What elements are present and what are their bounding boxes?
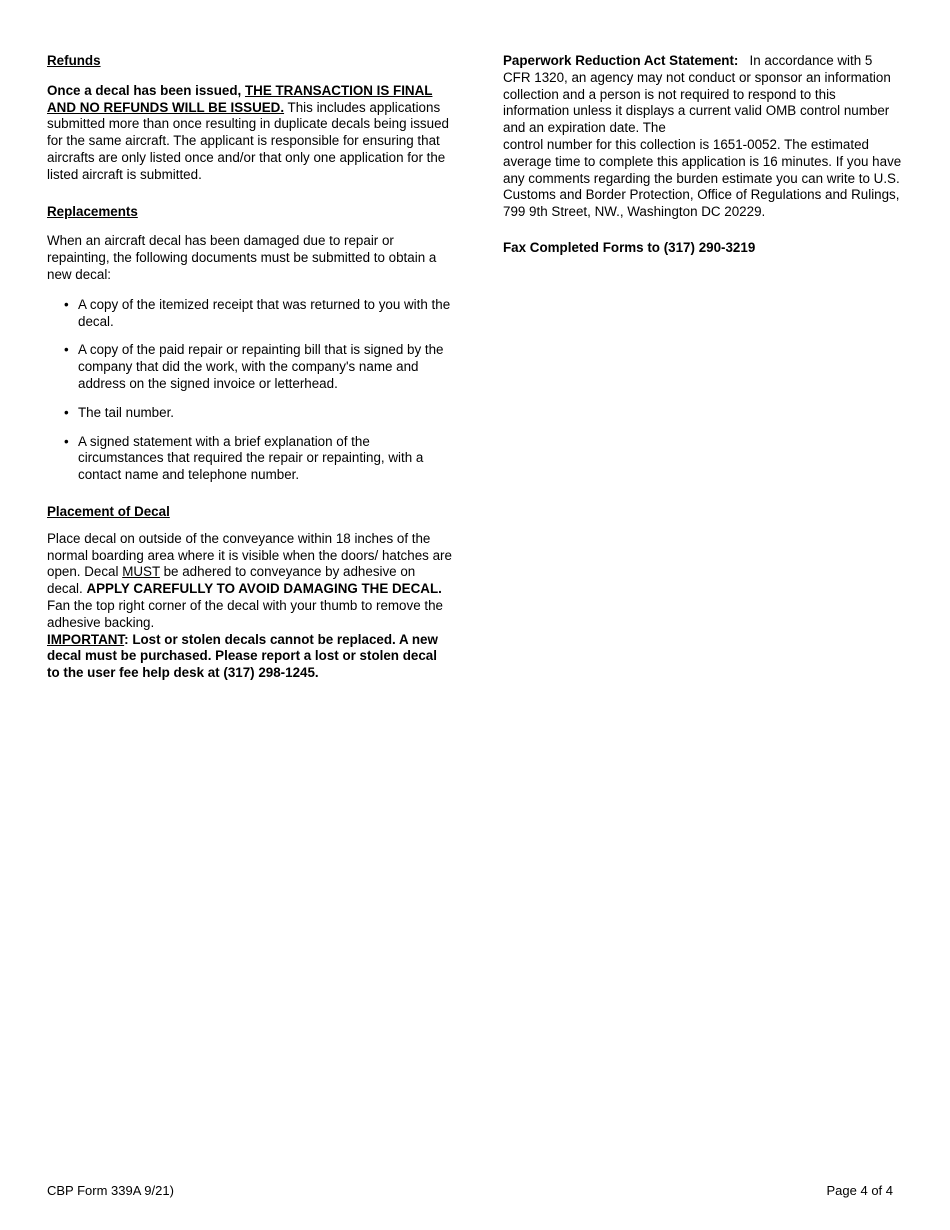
- paperwork-label: Paperwork Reduction Act Statement:: [503, 53, 739, 68]
- form-number: CBP Form 339A 9/21): [47, 1183, 174, 1198]
- right-column: [503, 53, 903, 270]
- refunds-paragraph: [47, 83, 452, 184]
- refunds-heading: Refunds: [47, 53, 101, 68]
- placement-heading: Placement of Decal: [47, 503, 170, 519]
- refunds-lead: Once a decal has been issued,: [47, 82, 245, 98]
- placement-apply-warning: APPLY CAREFULLY TO AVOID DAMAGING THE DECAL.: [86, 581, 442, 597]
- replacements-intro: When an aircraft decal has been damaged due to repair or repainting, the following documents must be submitted to obtain a new decal:: [47, 233, 437, 282]
- list-item: • The tail number.: [78, 405, 452, 422]
- paperwork-text-a: In accordance with 5 CFR 1320, an agency may not conduct or sponsor an information collection and a person is not required to respond to this information unless it displays a current valid OMB control number and an expiration date. The: [503, 53, 895, 136]
- placement-must: MUST: [122, 564, 160, 580]
- list-item: • A copy of the paid repair or repainting bill that is signed by the company that did the work, with the company's name and address on the signed invoice or letterhead.: [78, 342, 452, 392]
- important-text: Lost or stolen decals cannot be replaced. A new decal must be purchased. Please report a lost or stolen decal to the user fee help desk at (317) 298-1245.: [47, 631, 438, 681]
- placement-text-3: Fan the top right corner of the decal with your thumb to remove the adhesive backing.: [47, 597, 443, 630]
- refunds-body: This includes applications submitted more than once resulting in duplicate decals being issued for the same aircraft. The applicant is responsible for ensuring that aircrafts are only listed once and/or that only one application for the listed aircraft is submitted.: [47, 99, 449, 182]
- list-item: • A signed statement with a brief explanation of the circumstances that required the repair or repainting, with a contact name and telephone number.: [78, 434, 452, 484]
- placement-text-2: be adhered to conveyance by adhesive on decal.: [47, 564, 416, 597]
- replacements-list: [47, 297, 452, 484]
- important-label: IMPORTANT: [47, 631, 125, 647]
- page-number: Page 4 of 4: [826, 1183, 893, 1198]
- refunds-final-notice: THE TRANSACTION IS FINAL AND NO REFUNDS WILL BE ISSUED.: [47, 82, 433, 115]
- list-item: • A copy of the itemized receipt that was returned to you with the decal.: [78, 297, 452, 331]
- paperwork-text-b: control number for this collection is 1651-0052. The estimated average time to complete this application is 16 minutes. If you have any comments regarding the burden estimate you can write to U.S. Customs and Border Protection, Office of Regulations and Rulings, 799 9th Street, NW., Washington DC 20229.: [503, 136, 902, 220]
- important-colon: :: [124, 631, 129, 647]
- paperwork-statement: [503, 53, 903, 221]
- fax-instruction: Fax Completed Forms to (317) 290-3219: [503, 239, 756, 255]
- placement-text-1: Place decal on outside of the conveyance within 18 inches of the normal boarding area where it is visible when the doors/ hatches are open. Decal: [47, 530, 452, 580]
- placement-paragraph: [47, 531, 452, 682]
- replacements-heading: Replacements: [47, 203, 138, 219]
- left-column: [47, 53, 452, 695]
